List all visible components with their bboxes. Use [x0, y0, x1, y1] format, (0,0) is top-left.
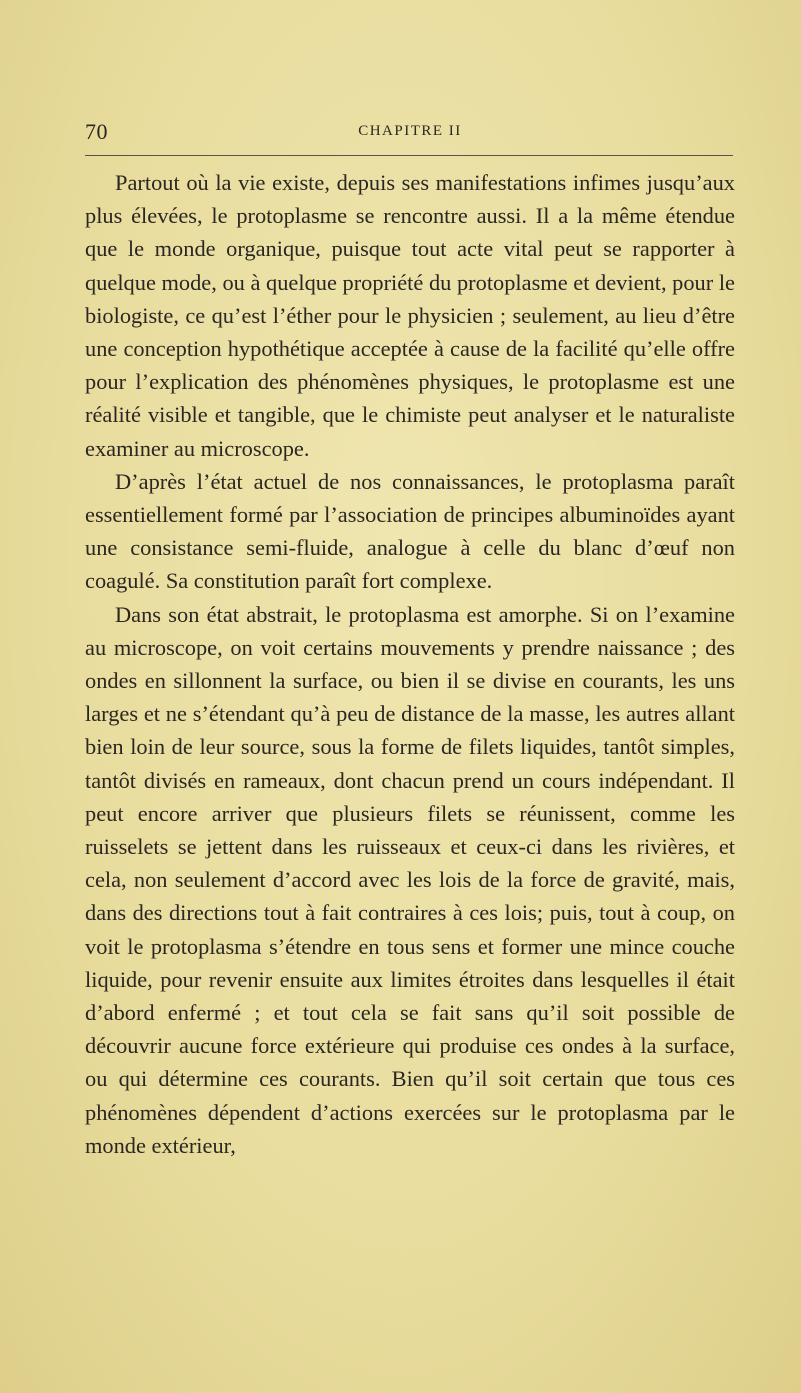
running-head — [85, 119, 735, 145]
page-number: 70 — [85, 119, 108, 144]
paragraph: Partout où la vie existe, depuis ses manifestations infimes jusqu’aux plus élevées, le protoplasme se rencontre aussi. Il a la même étendue que le monde organique, puisque tout acte vital peut se rapporter à quelque mode, ou à quelque propriété du protoplasme et devient, pour le biologiste, ce qu’est l’éther pour le physicien ; seulement, au lieu d’être une conception hypothétique acceptée à cause de la facilité qu’elle offre pour l’explication des phénomènes physiques, le protoplasme est une réalité visible et tangible, que le chimiste peut analyser et le naturaliste examiner au microscope. — [85, 170, 735, 461]
paragraph: D’après l’état actuel de nos connaissances, le protoplasma paraît essentiellement formé par l’association de principes albuminoïdes ayant une consistance semi-fluide, analogue à celle du blanc d’œuf non coagulé. Sa constitution paraît fort complexe. — [85, 468, 735, 594]
paragraph: Dans son état abstrait, le protoplasma est amorphe. Si on l’examine au microscope, on voit certains mouvements y prendre naissance ; des ondes en sillonnent la surface, ou bien il se divise en courants, les uns larges et ne s’étendant qu’à peu de distance de la masse, les autres allant bien loin de leur source, sous la forme de filets liquides, tantôt simples, tantôt divisés en rameaux, dont chacun prend un cours indépendant. Il peut encore arriver que plusieurs filets se réunissent, comme les ruisselets se jettent dans les ruisseaux et ceux-ci dans les rivières, et cela, non seulement d’accord avec les lois de la force de gravité, mais, dans des directions tout à fait contraires à ces lois; puis, tout à coup, on voit le protoplasma s’étendre en tous sens et former une mince couche liquide, pour revenir ensuite aux limites étroites dans lesquelles il était d’abord enfermé ; et tout cela se fait sans qu’il soit possible de découvrir aucune force extérieure qui produise ces ondes à la surface, ou qui détermine ces courants. Bien qu’il soit certain que tous ces phénomènes dépendent d’actions exercées sur le protoplasma par le monde extérieur, — [85, 601, 735, 1158]
header-rule — [85, 155, 733, 156]
chapter-title: CHAPITRE II — [358, 123, 462, 139]
body-text — [85, 166, 735, 1162]
